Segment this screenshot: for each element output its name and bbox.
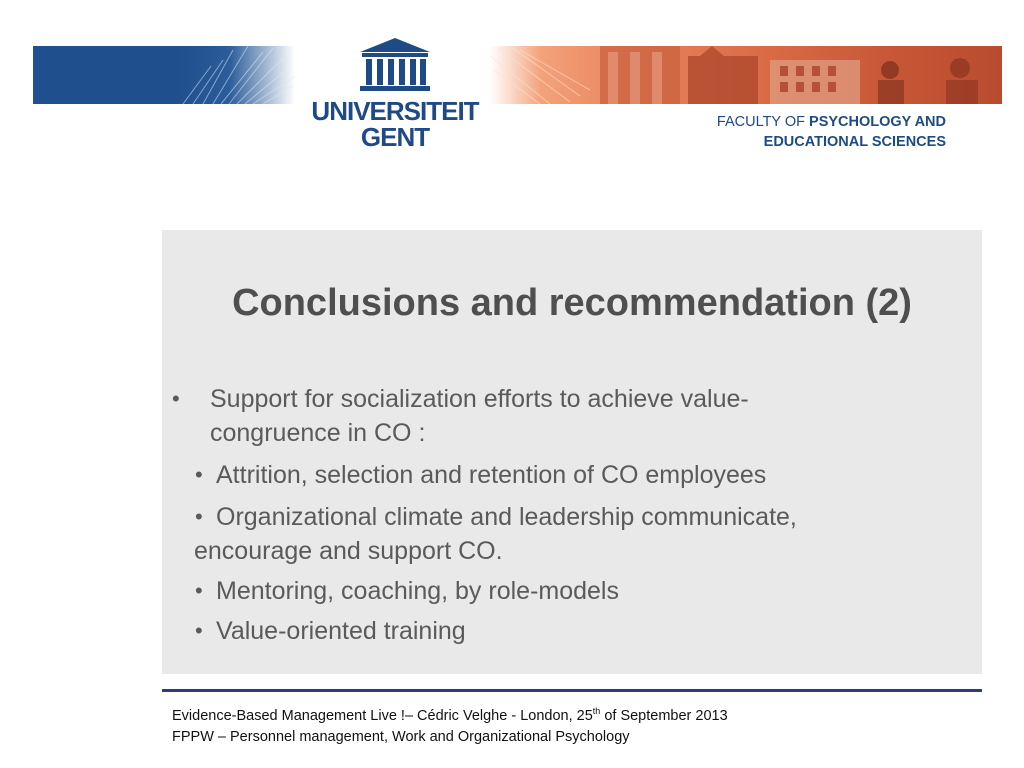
- faculty-bold-line1: PSYCHOLOGY AND: [809, 114, 946, 130]
- main-bullet: [172, 382, 850, 450]
- sub-bullet-mentoring: [195, 574, 916, 608]
- university-name-line2: GENT: [360, 122, 430, 152]
- header-banner-blue: [33, 46, 295, 104]
- faculty-bold-line2: EDUCATIONAL SCIENCES: [763, 134, 946, 150]
- faculty-prefix: FACULTY OF: [716, 114, 810, 130]
- footer-divider: [162, 689, 982, 692]
- building-icon: [356, 36, 434, 94]
- sub-bullet-text: Value-oriented training: [216, 617, 466, 645]
- bullet-dot: •: [172, 386, 180, 411]
- slide-title: Conclusions and recommendation (2): [232, 282, 912, 324]
- sub-bullet-text: Organizational climate and leadership communicate,: [216, 503, 797, 531]
- footer-line2: FPPW – Personnel management, Work and Organizational Psychology: [172, 729, 630, 745]
- header-banner-photos: [490, 46, 1002, 104]
- sub-bullet-training: [195, 614, 916, 648]
- sub-bullet-continuation: encourage and support CO.: [194, 537, 503, 565]
- content-panel: [162, 230, 982, 674]
- main-bullet-line1: Support for socialization efforts to achieve value-: [210, 385, 749, 413]
- sub-bullet-text: Mentoring, coaching, by role-models: [216, 577, 619, 605]
- footer-superscript: th: [592, 706, 601, 717]
- faculty-name: [640, 112, 946, 152]
- bullet-dot: •: [195, 504, 203, 529]
- bullet-dot: •: [195, 578, 203, 603]
- main-bullet-line2: congruence in CO :: [210, 419, 426, 447]
- university-name-line1: UNIVERSITEIT: [311, 96, 479, 126]
- sub-bullet-climate: [194, 500, 916, 568]
- footer-line1-part1: Evidence-Based Management Live !– Cédric Velghe - London, 25: [172, 708, 593, 724]
- sub-bullet-attrition: [195, 458, 916, 492]
- sub-bullet-text: Attrition, selection and retention of CO employees: [216, 461, 767, 489]
- bullet-dot: •: [195, 462, 203, 487]
- university-logo: [300, 36, 490, 152]
- footer: [172, 706, 728, 748]
- bullet-dot: •: [195, 618, 203, 643]
- footer-line1-part2: of September 2013: [600, 708, 728, 724]
